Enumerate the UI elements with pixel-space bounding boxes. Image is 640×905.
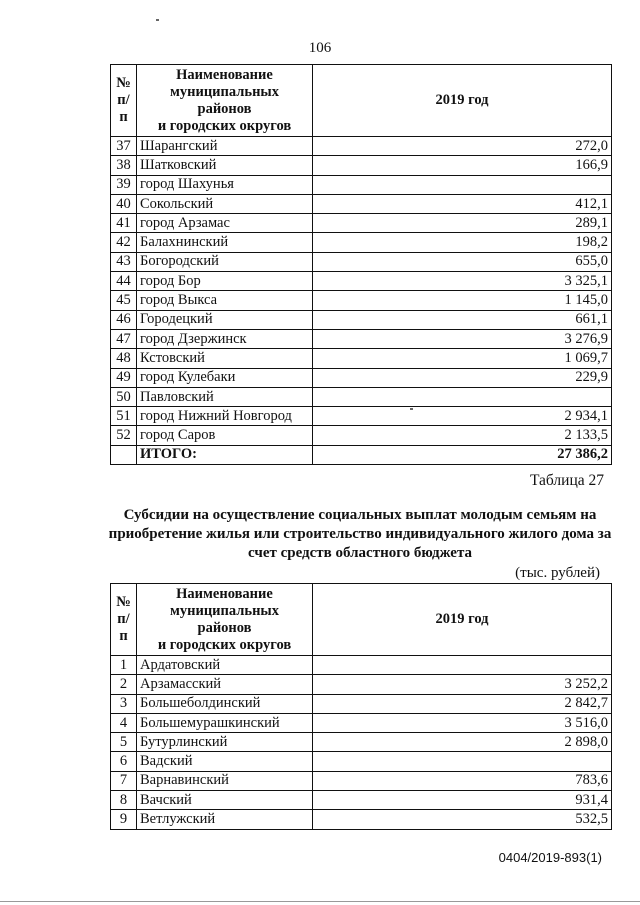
table-row [111,810,612,829]
row-number: 50 [111,387,137,406]
row-number: 43 [111,252,137,271]
table-row [111,656,612,675]
row-number: 9 [111,810,137,829]
table-row [111,407,612,426]
units-label: (тыс. рублей) [515,565,600,581]
table-header-row [111,584,612,656]
row-value: 3 252,2 [313,675,612,694]
table-row [111,252,612,271]
table-row [111,272,612,291]
row-value: 783,6 [313,771,612,790]
total-row [111,445,612,464]
total-value: 27 386,2 [313,445,612,464]
table-row [111,310,612,329]
table-row [111,426,612,445]
row-value [313,656,612,675]
table-row [111,349,612,368]
row-name: город Выкса [137,291,313,310]
row-value: 198,2 [313,233,612,252]
header-number: № п/п [111,584,137,656]
row-value [313,175,612,194]
header-name [137,65,313,137]
header-name-line: и городских округов [157,636,292,653]
row-name: Кстовский [137,349,313,368]
row-number: 2 [111,675,137,694]
header-name [137,584,313,656]
table-row [111,713,612,732]
header-name-line: муниципальных [169,602,279,619]
row-name: Бутурлинский [137,733,313,752]
row-value: 2 133,5 [313,426,612,445]
row-value: 655,0 [313,252,612,271]
row-number: 44 [111,272,137,291]
row-name: Сокольский [137,194,313,213]
scan-speck [410,408,413,410]
row-number: 1 [111,656,137,675]
table-row [111,137,612,156]
table-row [111,233,612,252]
row-name: город Арзамас [137,214,313,233]
row-number: 52 [111,426,137,445]
table-row [111,387,612,406]
row-value: 931,4 [313,791,612,810]
row-value: 3 276,9 [313,329,612,348]
header-name-line: и городских округов [157,117,292,134]
table-row [111,329,612,348]
row-value: 289,1 [313,214,612,233]
row-name: Шарангский [137,137,313,156]
row-number: 39 [111,175,137,194]
row-number: 38 [111,156,137,175]
row-name: Большеболдинский [137,694,313,713]
row-value: 2 898,0 [313,733,612,752]
row-number: 8 [111,791,137,810]
row-value: 412,1 [313,194,612,213]
row-name: Ветлужский [137,810,313,829]
row-number: 41 [111,214,137,233]
row-value: 1 145,0 [313,291,612,310]
row-name: город Саров [137,426,313,445]
table-row [111,694,612,713]
row-name: Шатковский [137,156,313,175]
row-value: 1 069,7 [313,349,612,368]
row-number: 51 [111,407,137,426]
row-name: город Кулебаки [137,368,313,387]
row-value: 3 325,1 [313,272,612,291]
row-value [313,752,612,771]
table-row [111,791,612,810]
table-row [111,156,612,175]
row-number: 42 [111,233,137,252]
row-number: 47 [111,329,137,348]
table-row [111,214,612,233]
row-number: 6 [111,752,137,771]
row-value: 229,9 [313,368,612,387]
row-name: город Дзержинск [137,329,313,348]
scan-edge [0,901,640,902]
page-number: 106 [308,40,332,56]
header-name-line: районов [197,100,252,117]
row-name: Ардатовский [137,656,313,675]
table-row [111,752,612,771]
row-value: 2 934,1 [313,407,612,426]
row-number: 40 [111,194,137,213]
table-label: Таблица 27 [529,472,604,489]
header-name-line: Наименование [176,585,273,602]
row-name: Вачский [137,791,313,810]
allocation-table-continued [110,64,612,465]
row-number: 7 [111,771,137,790]
row-name: Арзамасский [137,675,313,694]
row-name: Павловский [137,387,313,406]
row-name: город Нижний Новгород [137,407,313,426]
row-value: 166,9 [313,156,612,175]
row-value: 661,1 [313,310,612,329]
total-number-cell [111,445,137,464]
document-code: 0404/2019-893(1) [498,850,602,865]
header-number: № п/п [111,65,137,137]
row-name: Большемурашкинский [137,713,313,732]
row-name: Городецкий [137,310,313,329]
row-number: 4 [111,713,137,732]
row-name: Богородский [137,252,313,271]
header-year: 2019 год [313,65,612,137]
scan-speck [156,19,159,21]
row-number: 48 [111,349,137,368]
table-row [111,733,612,752]
row-number: 45 [111,291,137,310]
table-row [111,675,612,694]
table-row [111,175,612,194]
row-number: 46 [111,310,137,329]
table-row [111,291,612,310]
table-title: Субсидии на осуществление социальных выплат молодым семьям на приобретение жилья или строительство индивидуального жилого дома за счет средств областного бюджета [108,507,612,561]
row-name: город Шахунья [137,175,313,194]
header-year: 2019 год [313,584,612,656]
table-header-row [111,65,612,137]
row-name: Вадский [137,752,313,771]
row-number: 37 [111,137,137,156]
row-value [313,387,612,406]
row-value: 3 516,0 [313,713,612,732]
row-value: 532,5 [313,810,612,829]
header-name-line: Наименование [176,66,273,83]
row-number: 3 [111,694,137,713]
header-name-line: муниципальных [169,83,279,100]
subsidy-table [110,583,612,830]
header-name-line: районов [197,619,252,636]
row-number: 49 [111,368,137,387]
table-row [111,368,612,387]
row-name: Балахнинский [137,233,313,252]
table-row [111,771,612,790]
total-label: ИТОГО: [137,445,313,464]
row-number: 5 [111,733,137,752]
table-row [111,194,612,213]
row-name: Варнавинский [137,771,313,790]
row-name: город Бор [137,272,313,291]
row-value: 272,0 [313,137,612,156]
row-value: 2 842,7 [313,694,612,713]
